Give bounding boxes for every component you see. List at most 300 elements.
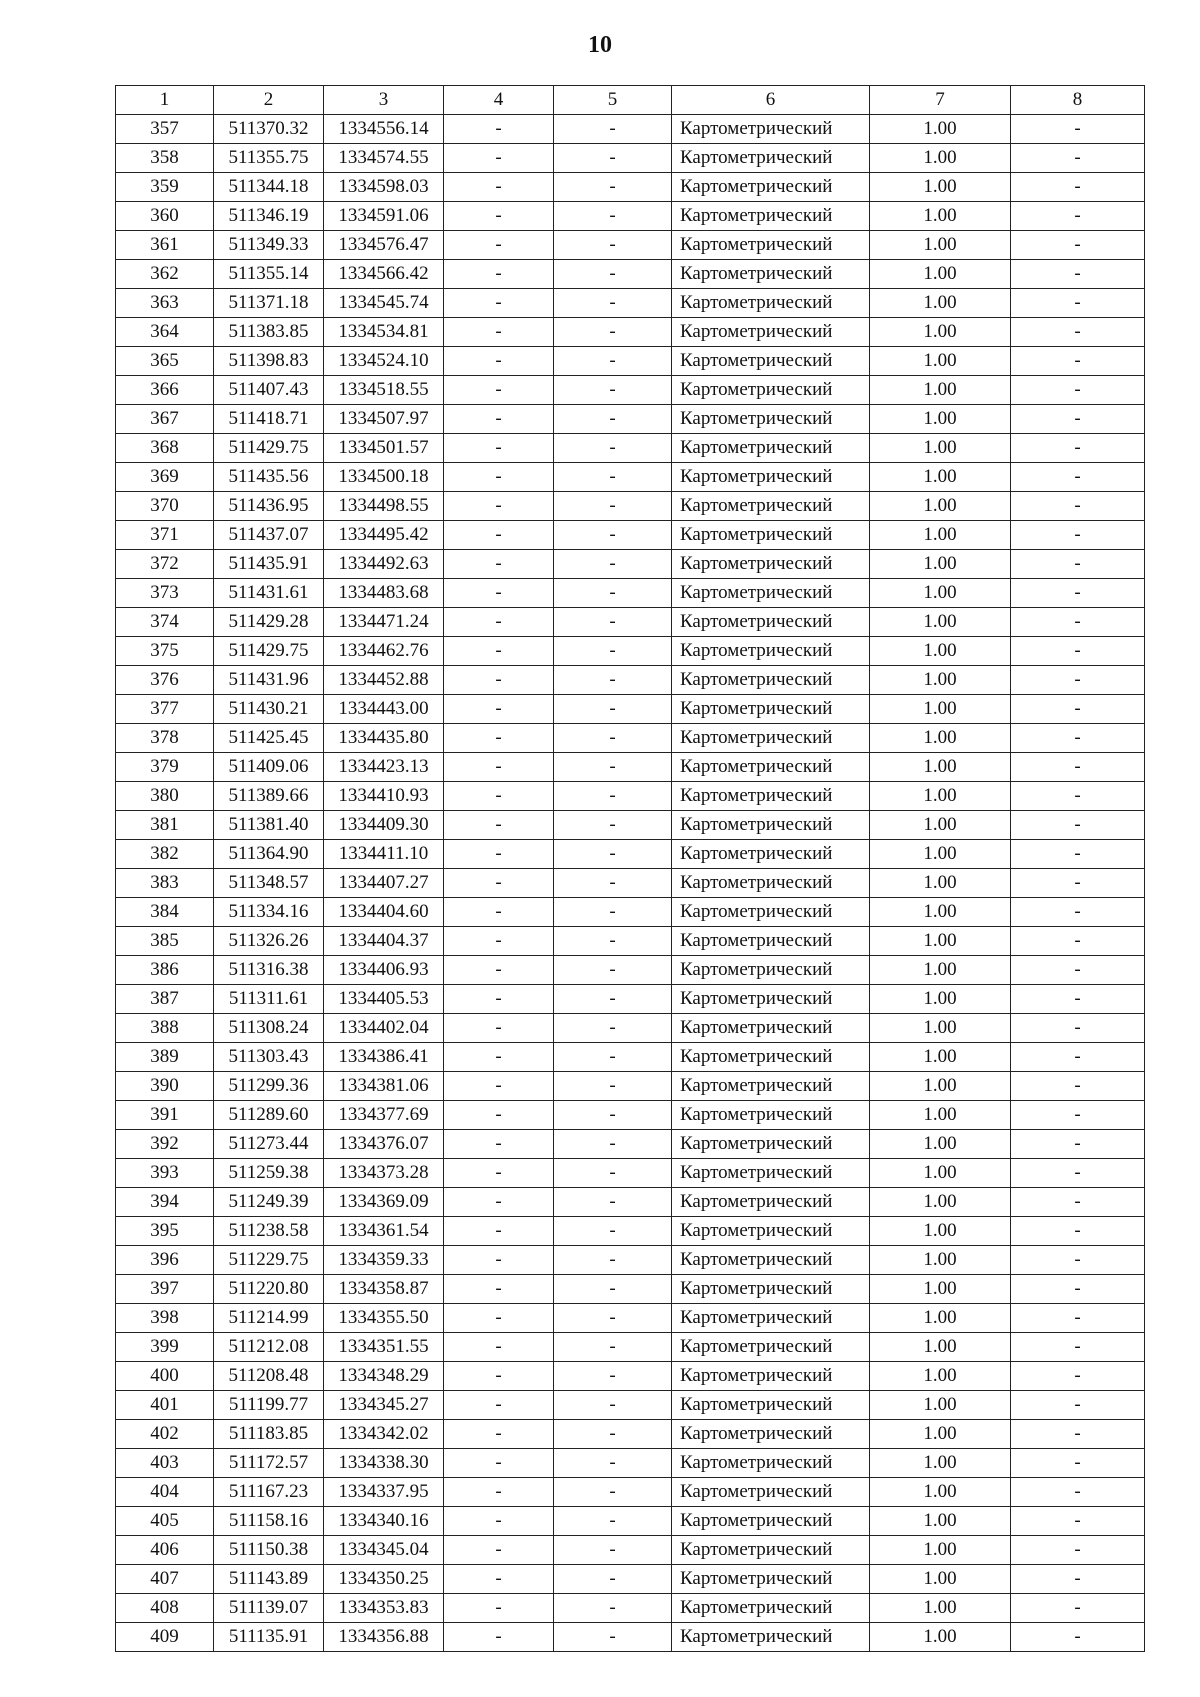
accuracy-cell: 1.00 — [870, 1507, 1011, 1536]
col4-cell: - — [444, 1594, 554, 1623]
method-cell: Картометрический — [672, 898, 870, 927]
col4-cell: - — [444, 811, 554, 840]
col8-cell: - — [1011, 289, 1145, 318]
col8-cell: - — [1011, 1217, 1145, 1246]
point-number-cell: 403 — [116, 1449, 214, 1478]
point-number-cell: 401 — [116, 1391, 214, 1420]
y-coordinate-cell: 1334402.04 — [324, 1014, 444, 1043]
accuracy-cell: 1.00 — [870, 173, 1011, 202]
y-coordinate-cell: 1334409.30 — [324, 811, 444, 840]
x-coordinate-cell: 511150.38 — [214, 1536, 324, 1565]
method-cell: Картометрический — [672, 811, 870, 840]
col5-cell: - — [554, 1304, 672, 1333]
col5-cell: - — [554, 463, 672, 492]
point-number-cell: 377 — [116, 695, 214, 724]
y-coordinate-cell: 1334500.18 — [324, 463, 444, 492]
x-coordinate-cell: 511409.06 — [214, 753, 324, 782]
col8-cell: - — [1011, 492, 1145, 521]
col5-cell: - — [554, 144, 672, 173]
col8-cell: - — [1011, 550, 1145, 579]
y-coordinate-cell: 1334373.28 — [324, 1159, 444, 1188]
col4-cell: - — [444, 1623, 554, 1652]
col8-cell: - — [1011, 1333, 1145, 1362]
point-number-cell: 366 — [116, 376, 214, 405]
y-coordinate-cell: 1334338.30 — [324, 1449, 444, 1478]
table-row — [116, 347, 1145, 376]
x-coordinate-cell: 511425.45 — [214, 724, 324, 753]
accuracy-cell: 1.00 — [870, 1565, 1011, 1594]
accuracy-cell: 1.00 — [870, 231, 1011, 260]
point-number-cell: 385 — [116, 927, 214, 956]
x-coordinate-cell: 511429.28 — [214, 608, 324, 637]
table-row — [116, 753, 1145, 782]
col5-cell: - — [554, 1507, 672, 1536]
col4-cell: - — [444, 1391, 554, 1420]
table-row — [116, 1333, 1145, 1362]
col5-cell: - — [554, 579, 672, 608]
table-row — [116, 1565, 1145, 1594]
col8-cell: - — [1011, 1449, 1145, 1478]
x-coordinate-cell: 511344.18 — [214, 173, 324, 202]
y-coordinate-cell: 1334355.50 — [324, 1304, 444, 1333]
col5-cell: - — [554, 1391, 672, 1420]
col4-cell: - — [444, 202, 554, 231]
point-number-cell: 408 — [116, 1594, 214, 1623]
col8-cell: - — [1011, 1594, 1145, 1623]
col8-cell: - — [1011, 869, 1145, 898]
col8-cell: - — [1011, 115, 1145, 144]
col8-cell: - — [1011, 434, 1145, 463]
column-header-7: 7 — [870, 86, 1011, 115]
col5-cell: - — [554, 840, 672, 869]
table-row — [116, 318, 1145, 347]
accuracy-cell: 1.00 — [870, 985, 1011, 1014]
col5-cell: - — [554, 637, 672, 666]
col5-cell: - — [554, 1217, 672, 1246]
method-cell: Картометрический — [672, 956, 870, 985]
col5-cell: - — [554, 1333, 672, 1362]
method-cell: Картометрический — [672, 695, 870, 724]
col8-cell: - — [1011, 1188, 1145, 1217]
point-number-cell: 367 — [116, 405, 214, 434]
y-coordinate-cell: 1334404.60 — [324, 898, 444, 927]
col5-cell: - — [554, 927, 672, 956]
col8-cell: - — [1011, 1565, 1145, 1594]
point-number-cell: 373 — [116, 579, 214, 608]
col8-cell: - — [1011, 956, 1145, 985]
col8-cell: - — [1011, 579, 1145, 608]
method-cell: Картометрический — [672, 1159, 870, 1188]
col4-cell: - — [444, 608, 554, 637]
col5-cell: - — [554, 811, 672, 840]
accuracy-cell: 1.00 — [870, 521, 1011, 550]
point-number-cell: 404 — [116, 1478, 214, 1507]
point-number-cell: 374 — [116, 608, 214, 637]
y-coordinate-cell: 1334443.00 — [324, 695, 444, 724]
table-row — [116, 811, 1145, 840]
table-row — [116, 840, 1145, 869]
method-cell: Картометрический — [672, 347, 870, 376]
method-cell: Картометрический — [672, 1420, 870, 1449]
col8-cell: - — [1011, 753, 1145, 782]
x-coordinate-cell: 511183.85 — [214, 1420, 324, 1449]
x-coordinate-cell: 511398.83 — [214, 347, 324, 376]
x-coordinate-cell: 511389.66 — [214, 782, 324, 811]
col8-cell: - — [1011, 144, 1145, 173]
method-cell: Картометрический — [672, 985, 870, 1014]
col4-cell: - — [444, 1072, 554, 1101]
col8-cell: - — [1011, 1362, 1145, 1391]
column-header-1: 1 — [116, 86, 214, 115]
col4-cell: - — [444, 840, 554, 869]
point-number-cell: 402 — [116, 1420, 214, 1449]
point-number-cell: 371 — [116, 521, 214, 550]
method-cell: Картометрический — [672, 869, 870, 898]
y-coordinate-cell: 1334350.25 — [324, 1565, 444, 1594]
y-coordinate-cell: 1334598.03 — [324, 173, 444, 202]
table-row — [116, 1275, 1145, 1304]
col8-cell: - — [1011, 695, 1145, 724]
column-header-4: 4 — [444, 86, 554, 115]
col5-cell: - — [554, 782, 672, 811]
point-number-cell: 375 — [116, 637, 214, 666]
point-number-cell: 399 — [116, 1333, 214, 1362]
col5-cell: - — [554, 434, 672, 463]
col8-cell: - — [1011, 405, 1145, 434]
accuracy-cell: 1.00 — [870, 869, 1011, 898]
method-cell: Картометрический — [672, 1391, 870, 1420]
col4-cell: - — [444, 347, 554, 376]
x-coordinate-cell: 511199.77 — [214, 1391, 324, 1420]
point-number-cell: 364 — [116, 318, 214, 347]
col8-cell: - — [1011, 985, 1145, 1014]
method-cell: Картометрический — [672, 231, 870, 260]
method-cell: Картометрический — [672, 1594, 870, 1623]
method-cell: Картометрический — [672, 1101, 870, 1130]
method-cell: Картометрический — [672, 115, 870, 144]
point-number-cell: 386 — [116, 956, 214, 985]
col5-cell: - — [554, 492, 672, 521]
point-number-cell: 362 — [116, 260, 214, 289]
col5-cell: - — [554, 318, 672, 347]
col8-cell: - — [1011, 521, 1145, 550]
col5-cell: - — [554, 521, 672, 550]
accuracy-cell: 1.00 — [870, 144, 1011, 173]
method-cell: Картометрический — [672, 608, 870, 637]
y-coordinate-cell: 1334345.27 — [324, 1391, 444, 1420]
col5-cell: - — [554, 1623, 672, 1652]
method-cell: Картометрический — [672, 1275, 870, 1304]
col4-cell: - — [444, 637, 554, 666]
y-coordinate-cell: 1334501.57 — [324, 434, 444, 463]
col4-cell: - — [444, 1536, 554, 1565]
col5-cell: - — [554, 608, 672, 637]
x-coordinate-cell: 511143.89 — [214, 1565, 324, 1594]
col8-cell: - — [1011, 927, 1145, 956]
point-number-cell: 382 — [116, 840, 214, 869]
point-number-cell: 396 — [116, 1246, 214, 1275]
coordinates-table — [115, 85, 1145, 1652]
table-row — [116, 927, 1145, 956]
accuracy-cell: 1.00 — [870, 1623, 1011, 1652]
x-coordinate-cell: 511229.75 — [214, 1246, 324, 1275]
x-coordinate-cell: 511431.61 — [214, 579, 324, 608]
col8-cell: - — [1011, 1043, 1145, 1072]
table-row — [116, 434, 1145, 463]
accuracy-cell: 1.00 — [870, 115, 1011, 144]
col8-cell: - — [1011, 811, 1145, 840]
method-cell: Картометрический — [672, 405, 870, 434]
y-coordinate-cell: 1334358.87 — [324, 1275, 444, 1304]
table-row — [116, 1159, 1145, 1188]
col4-cell: - — [444, 376, 554, 405]
col5-cell: - — [554, 1130, 672, 1159]
col5-cell: - — [554, 695, 672, 724]
y-coordinate-cell: 1334405.53 — [324, 985, 444, 1014]
method-cell: Картометрический — [672, 782, 870, 811]
table-row — [116, 1101, 1145, 1130]
col4-cell: - — [444, 695, 554, 724]
table-row — [116, 492, 1145, 521]
y-coordinate-cell: 1334507.97 — [324, 405, 444, 434]
x-coordinate-cell: 511381.40 — [214, 811, 324, 840]
x-coordinate-cell: 511407.43 — [214, 376, 324, 405]
column-header-3: 3 — [324, 86, 444, 115]
x-coordinate-cell: 511431.96 — [214, 666, 324, 695]
point-number-cell: 390 — [116, 1072, 214, 1101]
x-coordinate-cell: 511383.85 — [214, 318, 324, 347]
table-row — [116, 782, 1145, 811]
x-coordinate-cell: 511371.18 — [214, 289, 324, 318]
table-row — [116, 869, 1145, 898]
point-number-cell: 395 — [116, 1217, 214, 1246]
method-cell: Картометрический — [672, 1478, 870, 1507]
col5-cell: - — [554, 550, 672, 579]
col4-cell: - — [444, 318, 554, 347]
accuracy-cell: 1.00 — [870, 695, 1011, 724]
col5-cell: - — [554, 666, 672, 695]
col4-cell: - — [444, 1217, 554, 1246]
col8-cell: - — [1011, 1536, 1145, 1565]
point-number-cell: 363 — [116, 289, 214, 318]
point-number-cell: 378 — [116, 724, 214, 753]
method-cell: Картометрический — [672, 927, 870, 956]
col8-cell: - — [1011, 231, 1145, 260]
point-number-cell: 384 — [116, 898, 214, 927]
y-coordinate-cell: 1334495.42 — [324, 521, 444, 550]
y-coordinate-cell: 1334462.76 — [324, 637, 444, 666]
col4-cell: - — [444, 1014, 554, 1043]
y-coordinate-cell: 1334404.37 — [324, 927, 444, 956]
y-coordinate-cell: 1334435.80 — [324, 724, 444, 753]
col4-cell: - — [444, 927, 554, 956]
accuracy-cell: 1.00 — [870, 347, 1011, 376]
col5-cell: - — [554, 1014, 672, 1043]
col8-cell: - — [1011, 1014, 1145, 1043]
col8-cell: - — [1011, 202, 1145, 231]
table-body — [116, 115, 1145, 1652]
y-coordinate-cell: 1334556.14 — [324, 115, 444, 144]
col4-cell: - — [444, 1159, 554, 1188]
table-row — [116, 144, 1145, 173]
x-coordinate-cell: 511214.99 — [214, 1304, 324, 1333]
accuracy-cell: 1.00 — [870, 1333, 1011, 1362]
col5-cell: - — [554, 115, 672, 144]
x-coordinate-cell: 511437.07 — [214, 521, 324, 550]
point-number-cell: 388 — [116, 1014, 214, 1043]
y-coordinate-cell: 1334377.69 — [324, 1101, 444, 1130]
table-row — [116, 521, 1145, 550]
table-row — [116, 724, 1145, 753]
table-row — [116, 579, 1145, 608]
table-row — [116, 1420, 1145, 1449]
col4-cell: - — [444, 1043, 554, 1072]
col8-cell: - — [1011, 666, 1145, 695]
point-number-cell: 400 — [116, 1362, 214, 1391]
col5-cell: - — [554, 376, 672, 405]
x-coordinate-cell: 511364.90 — [214, 840, 324, 869]
point-number-cell: 392 — [116, 1130, 214, 1159]
point-number-cell: 372 — [116, 550, 214, 579]
col5-cell: - — [554, 1362, 672, 1391]
method-cell: Картометрический — [672, 289, 870, 318]
col8-cell: - — [1011, 1391, 1145, 1420]
method-cell: Картометрический — [672, 463, 870, 492]
accuracy-cell: 1.00 — [870, 1391, 1011, 1420]
method-cell: Картометрический — [672, 492, 870, 521]
col5-cell: - — [554, 1536, 672, 1565]
table-row — [116, 1043, 1145, 1072]
column-header-6: 6 — [672, 86, 870, 115]
method-cell: Картометрический — [672, 1246, 870, 1275]
col5-cell: - — [554, 753, 672, 782]
accuracy-cell: 1.00 — [870, 405, 1011, 434]
point-number-cell: 380 — [116, 782, 214, 811]
method-cell: Картометрический — [672, 1623, 870, 1652]
table-row — [116, 1304, 1145, 1333]
method-cell: Картометрический — [672, 260, 870, 289]
point-number-cell: 376 — [116, 666, 214, 695]
accuracy-cell: 1.00 — [870, 289, 1011, 318]
x-coordinate-cell: 511355.75 — [214, 144, 324, 173]
x-coordinate-cell: 511346.19 — [214, 202, 324, 231]
point-number-cell: 407 — [116, 1565, 214, 1594]
col8-cell: - — [1011, 782, 1145, 811]
y-coordinate-cell: 1334356.88 — [324, 1623, 444, 1652]
col8-cell: - — [1011, 724, 1145, 753]
x-coordinate-cell: 511334.16 — [214, 898, 324, 927]
method-cell: Картометрический — [672, 144, 870, 173]
column-header-8: 8 — [1011, 86, 1145, 115]
y-coordinate-cell: 1334483.68 — [324, 579, 444, 608]
table-row — [116, 1072, 1145, 1101]
method-cell: Картометрический — [672, 1014, 870, 1043]
y-coordinate-cell: 1334423.13 — [324, 753, 444, 782]
point-number-cell: 391 — [116, 1101, 214, 1130]
table-row — [116, 1478, 1145, 1507]
col4-cell: - — [444, 492, 554, 521]
col8-cell: - — [1011, 1420, 1145, 1449]
col8-cell: - — [1011, 637, 1145, 666]
y-coordinate-cell: 1334340.16 — [324, 1507, 444, 1536]
method-cell: Картометрический — [672, 1304, 870, 1333]
col8-cell: - — [1011, 1507, 1145, 1536]
point-number-cell: 359 — [116, 173, 214, 202]
col4-cell: - — [444, 1275, 554, 1304]
col5-cell: - — [554, 1043, 672, 1072]
table-row — [116, 231, 1145, 260]
x-coordinate-cell: 511370.32 — [214, 115, 324, 144]
col4-cell: - — [444, 405, 554, 434]
col5-cell: - — [554, 985, 672, 1014]
col5-cell: - — [554, 1449, 672, 1478]
accuracy-cell: 1.00 — [870, 898, 1011, 927]
point-number-cell: 368 — [116, 434, 214, 463]
table-row — [116, 637, 1145, 666]
y-coordinate-cell: 1334361.54 — [324, 1217, 444, 1246]
accuracy-cell: 1.00 — [870, 1072, 1011, 1101]
col4-cell: - — [444, 1478, 554, 1507]
point-number-cell: 360 — [116, 202, 214, 231]
point-number-cell: 389 — [116, 1043, 214, 1072]
col8-cell: - — [1011, 1101, 1145, 1130]
col8-cell: - — [1011, 898, 1145, 927]
col4-cell: - — [444, 898, 554, 927]
y-coordinate-cell: 1334407.27 — [324, 869, 444, 898]
x-coordinate-cell: 511326.26 — [214, 927, 324, 956]
col4-cell: - — [444, 1188, 554, 1217]
col4-cell: - — [444, 231, 554, 260]
y-coordinate-cell: 1334492.63 — [324, 550, 444, 579]
col8-cell: - — [1011, 1478, 1145, 1507]
col4-cell: - — [444, 550, 554, 579]
col5-cell: - — [554, 1565, 672, 1594]
y-coordinate-cell: 1334524.10 — [324, 347, 444, 376]
x-coordinate-cell: 511259.38 — [214, 1159, 324, 1188]
accuracy-cell: 1.00 — [870, 202, 1011, 231]
method-cell: Картометрический — [672, 1072, 870, 1101]
x-coordinate-cell: 511139.07 — [214, 1594, 324, 1623]
x-coordinate-cell: 511289.60 — [214, 1101, 324, 1130]
col5-cell: - — [554, 1072, 672, 1101]
method-cell: Картометрический — [672, 840, 870, 869]
col4-cell: - — [444, 144, 554, 173]
x-coordinate-cell: 511208.48 — [214, 1362, 324, 1391]
accuracy-cell: 1.00 — [870, 434, 1011, 463]
method-cell: Картометрический — [672, 202, 870, 231]
accuracy-cell: 1.00 — [870, 1275, 1011, 1304]
col4-cell: - — [444, 260, 554, 289]
col8-cell: - — [1011, 1246, 1145, 1275]
col4-cell: - — [444, 985, 554, 1014]
x-coordinate-cell: 511435.56 — [214, 463, 324, 492]
col5-cell: - — [554, 1159, 672, 1188]
table-row — [116, 115, 1145, 144]
x-coordinate-cell: 511435.91 — [214, 550, 324, 579]
method-cell: Картометрический — [672, 1362, 870, 1391]
accuracy-cell: 1.00 — [870, 1217, 1011, 1246]
y-coordinate-cell: 1334576.47 — [324, 231, 444, 260]
accuracy-cell: 1.00 — [870, 550, 1011, 579]
accuracy-cell: 1.00 — [870, 1101, 1011, 1130]
accuracy-cell: 1.00 — [870, 637, 1011, 666]
point-number-cell: 397 — [116, 1275, 214, 1304]
method-cell: Картометрический — [672, 1536, 870, 1565]
col5-cell: - — [554, 898, 672, 927]
col4-cell: - — [444, 1449, 554, 1478]
col4-cell: - — [444, 1304, 554, 1333]
col8-cell: - — [1011, 318, 1145, 347]
